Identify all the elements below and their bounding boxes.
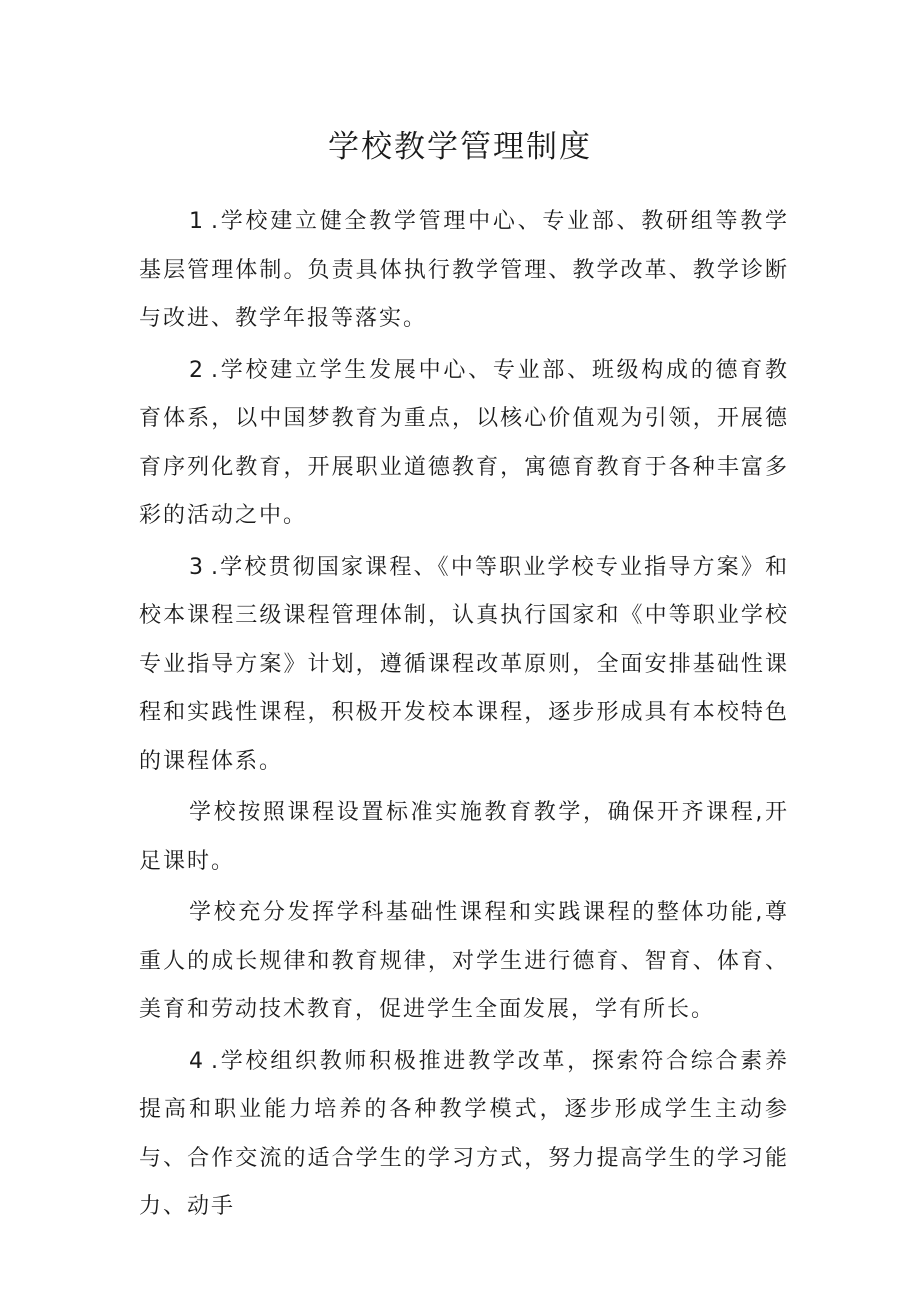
paragraph-text: .学校建立学生发展中心、专业部、班级构成的德育教育体系，以中国梦教育为重点，以核心价值观为引领，开展德育序列化教育，开展职业道德教育，寓德育教育于各种丰富多彩的活动之中。 (139, 357, 789, 528)
paragraph-text: .学校建立健全教学管理中心、专业部、教研组等教学基层管理体制。负责具体执行教学管理、教学改革、教学诊断与改进、教学年报等落实。 (139, 209, 789, 331)
document-body (139, 198, 789, 1235)
paragraph-text: 学校充分发挥学科基础性课程和实践课程的整体功能,尊重人的成长规律和教育规律，对学生进行德育、智育、体育、美育和劳动技术教育，促进学生全面发展，学有所长。 (139, 900, 789, 1022)
paragraph-text: .学校贯彻国家课程、《中等职业学校专业指导方案》和校本课程三级课程管理体制，认真执行国家和《中等职业学校专业指导方案》计划，遵循课程改革原则，全面安排基础性课程和实践性课程，积极开发校本课程，逐步形成具有本校特色的课程体系。 (139, 554, 789, 774)
paragraph-3 (139, 544, 789, 787)
page-title: 学校教学管理制度 (328, 129, 592, 165)
paragraph-text: .学校组织教师积极推进教学改革，探索符合综合素养提高和职业能力培养的各种教学模式，逐步形成学生主动参与、合作交流的适合学生的学习方式，努力提高学生的学习能力、动手 (139, 1048, 789, 1219)
paragraph-2 (139, 347, 789, 541)
paragraph-number: 1 (189, 209, 205, 234)
paragraph-number: 3 (189, 554, 205, 580)
paragraph-3-sub-2 (139, 889, 789, 1035)
paragraph-text: 学校按照课程设置标准实施教育教学，确保开齐课程,开足课时。 (139, 800, 789, 874)
paragraph-3-sub-1 (139, 789, 789, 886)
paragraph-number: 4 (189, 1048, 205, 1074)
paragraph-1 (139, 198, 789, 344)
paragraph-4 (139, 1038, 789, 1232)
paragraph-number: 2 (189, 357, 205, 383)
